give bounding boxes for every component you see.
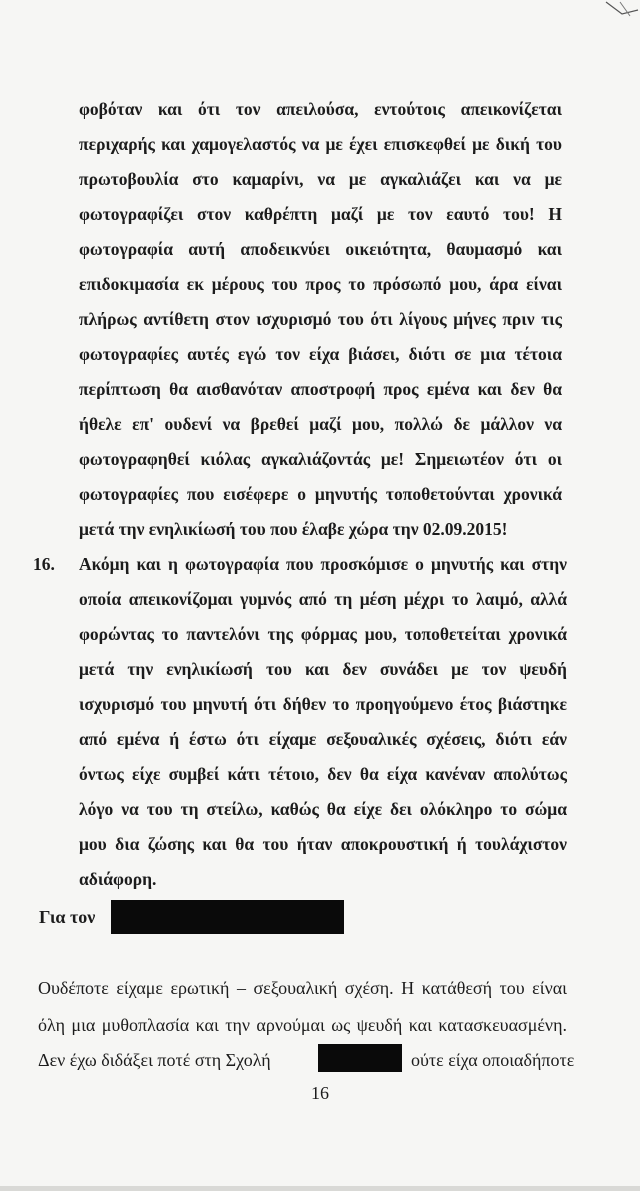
text-line: φωτογραφηθεί κιόλας αγκαλιάζοντάς με! Σημειωτέον ότι οι [79,449,562,469]
text-line: λόγο να του τη στείλω, καθώς θα είχε δει ολόκληρο το σώμα [79,799,567,819]
text-line: οποία απεικονίζομαι γυμνός από τη μέση μέχρι το λαιμό, αλλά [79,589,567,609]
text-line: επιδοκιμασία εκ μέρους του προς το πρόσωπό μου, άρα είναι [79,274,562,294]
text-line: ισχυρισμό του μηνυτή ότι δήθεν το προηγούμενο έτος βιάστηκε [79,694,567,714]
text-line: περιχαρής και χαμογελαστός να με έχει επισκεφθεί με δική του [79,134,562,154]
text-line: όλη μια μυθοπλασία και την αρνούμαι ως ψευδή και κατασκευασμένη. [38,1015,567,1035]
item-number: 16. [33,554,55,574]
text-line: Ακόμη και η φωτογραφία που προσκόμισε ο μηνυτής και στην [79,554,567,574]
text-line: φωτογραφίζει στον καθρέπτη μαζί με τον εαυτό του! Η [79,204,562,224]
text-line: Δεν έχω διδάξει ποτέ στη Σχολή [38,1050,271,1070]
text-line: περίπτωση θα αισθανόταν αποστροφή προς εμένα και δεν θα [79,379,562,399]
text-line: Ουδέποτε είχαμε ερωτική – σεξουαλική σχέση. Η κατάθεσή του είναι [38,978,567,998]
text-line: μετά την ενηλικίωσή του που έλαβε χώρα την 02.09.2015! [79,519,508,539]
scan-bottom-edge [0,1186,640,1191]
redaction-bar [111,900,344,934]
text-line: φοβόταν και ότι τον απειλούσα, εντούτοις απεικονίζεται [79,99,562,119]
section-heading: Για τον [39,907,96,927]
text-line: ήθελε επ' ουδενί να βρεθεί μαζί μου, πολλώ δε μάλλον να [79,414,562,434]
corner-stamp-mark [600,0,640,22]
text-line: πλήρως αντίθετη στον ισχυρισμό του ότι λίγους μήνες πριν τις [79,309,562,329]
text-line: φορώντας το παντελόνι της φόρμας μου, τοποθετείται χρονικά [79,624,567,644]
redaction-bar [318,1044,402,1072]
text-line: όντως είχε συμβεί κάτι τέτοιο, δεν θα είχα κανέναν απολύτως [79,764,567,784]
text-line: μου δια ζώσης και θα του ήταν αποκρουστική ή τουλάχιστον [79,834,567,854]
text-line: φωτογραφίες που εισέφερε ο μηνυτής τοποθετούνται χρονικά [79,484,562,504]
page-number: 16 [311,1083,329,1103]
text-line: πρωτοβουλία στο καμαρίνι, να με αγκαλιάζει και να με [79,169,562,189]
text-line: αδιάφορη. [79,869,157,889]
text-line: από εμένα ή έστω ότι είχαμε σεξουαλικές σχέσεις, διότι εάν [79,729,567,749]
text-line: ούτε είχα οποιαδήποτε [411,1050,575,1070]
text-line: φωτογραφίες αυτές εγώ τον είχα βιάσει, διότι σε μια τέτοια [79,344,562,364]
text-line: μετά την ενηλικίωσή του και δεν συνάδει με τον ψευδή [79,659,567,679]
text-line: φωτογραφία αυτή αποδεικνύει οικειότητα, θαυμασμό και [79,239,562,259]
